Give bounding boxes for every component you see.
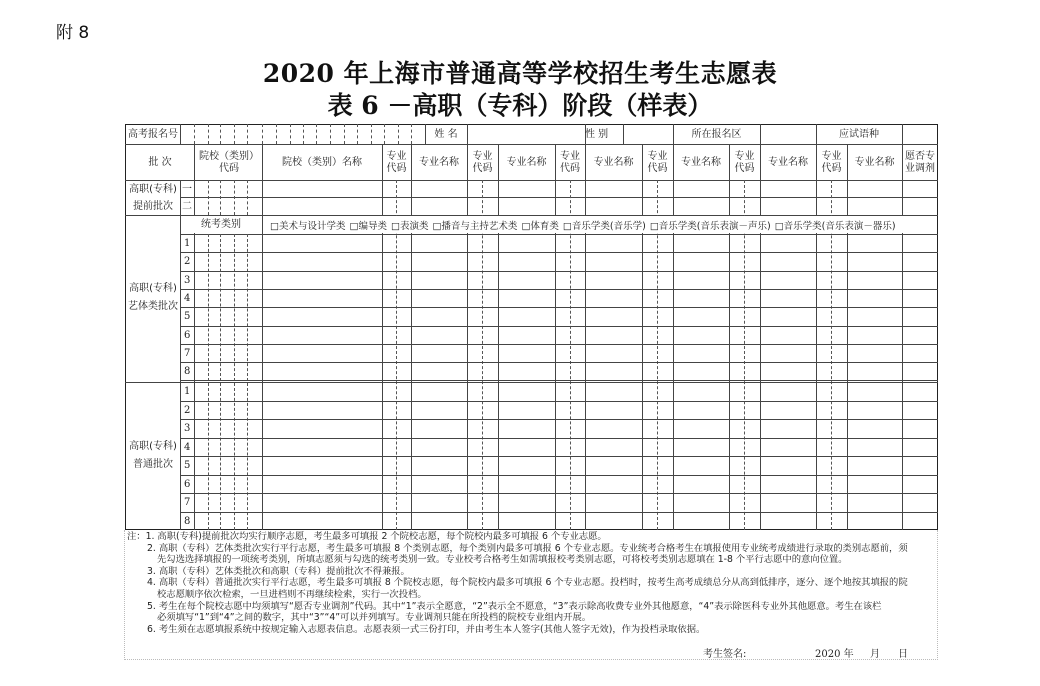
district-label: 所在报名区 xyxy=(691,128,742,140)
grid-line xyxy=(585,144,586,530)
grid-line xyxy=(382,144,383,530)
note-line: 3. 高职（专科）艺体类批次和高职（专科）提前批次不得兼报。 xyxy=(147,565,410,577)
grid-line xyxy=(247,180,248,215)
category-checkbox[interactable]: □音乐学类(音乐表演－声乐) xyxy=(649,221,771,232)
regular-row-index: 6 xyxy=(184,478,191,490)
arts-row-index: 4 xyxy=(184,292,191,304)
major-code-header: 专业代码 xyxy=(560,150,580,174)
grid-line xyxy=(276,124,277,144)
major-name-header: 专业名称 xyxy=(681,156,721,168)
early-batch-label-2: 提前批次 xyxy=(133,200,173,212)
form-title: 2020 年上海市普通高等学校招生考生志愿表 xyxy=(262,59,778,88)
signature-month: 月 xyxy=(870,649,880,660)
grid-line xyxy=(180,362,938,363)
grid-line xyxy=(220,180,221,215)
gender-label: 性 别 xyxy=(585,128,609,140)
grid-line xyxy=(760,144,761,530)
grid-line xyxy=(902,144,903,530)
major-code-header: 专业代码 xyxy=(386,150,407,174)
name-field[interactable] xyxy=(467,125,585,144)
grid-line xyxy=(208,180,209,215)
grid-line xyxy=(234,124,235,144)
regular-batch-label-1: 高职(专科) xyxy=(129,441,177,452)
signature-label: 考生签名: xyxy=(703,649,747,660)
major-name-header: 专业名称 xyxy=(419,156,459,168)
grid-line xyxy=(642,144,643,530)
note-line: 先勾选选择填报的一项统考类别，所填志愿须与勾选的统考类别一致。专业校考合格考生如需填报校考类别志愿，可将校考类别志愿填在 1-8 个平行志愿中的意向位置。 xyxy=(157,554,848,566)
category-checkbox[interactable]: □美术与设计学类 xyxy=(270,221,346,232)
grid-line xyxy=(673,144,674,530)
early-row-index: 一 xyxy=(182,183,192,195)
note-line: 5. 考生在每个院校志愿中均须填写“愿否专业调剂”代码。其中“1”表示全愿意，“2”表示全不愿意，“3”表示除高收费专业外其他愿意，“4”表示除医科专业外其他愿意。考生在该栏 xyxy=(147,600,882,612)
early-row-index: 二 xyxy=(182,200,192,212)
arts-batch-label-1: 高职(专科) xyxy=(129,283,177,294)
category-label: 统考类别 xyxy=(201,219,241,230)
grid-line xyxy=(180,456,938,457)
grid-line xyxy=(180,475,938,476)
early-batch-label-1: 高职(专科) xyxy=(129,183,177,195)
note-line: 2. 高职（专科）艺体类批次实行平行志愿，考生最多可填报 8 个类别志愿，每个类别内最多可填报 6 个专业志愿。专业统考合格考生在填报使用专业统考成绩进行录取的类别志愿前，须 xyxy=(147,542,908,554)
grid-line xyxy=(262,124,263,144)
grid-line xyxy=(125,382,938,383)
grid-line xyxy=(729,144,730,530)
arts-row-index: 3 xyxy=(184,274,191,286)
category-checkboxes xyxy=(270,216,896,234)
school-name-header: 院校（类别）名称 xyxy=(282,156,362,168)
major-code-header: 专业代码 xyxy=(734,150,755,174)
reg-no-label: 高考报名号 xyxy=(128,128,178,140)
regular-row-index: 4 xyxy=(184,441,191,453)
grid-line xyxy=(555,144,556,530)
grid-line xyxy=(220,124,221,144)
annex-label: 附 8 xyxy=(56,23,90,43)
district-field[interactable] xyxy=(760,125,816,144)
grid-line xyxy=(180,252,938,253)
regular-row-index: 8 xyxy=(184,515,191,527)
regular-row-index: 7 xyxy=(184,497,191,508)
grid-line xyxy=(180,124,181,144)
batch-header: 批 次 xyxy=(148,156,172,168)
grid-line xyxy=(344,124,345,144)
grid-line xyxy=(316,124,317,144)
signature-year: 2020 年 xyxy=(815,649,854,660)
category-checkbox[interactable]: □音乐学类(音乐表演－器乐) xyxy=(774,221,896,232)
grid-line xyxy=(180,438,938,439)
arts-row-index: 6 xyxy=(184,329,191,341)
signature-day: 日 xyxy=(898,649,908,660)
grid-line xyxy=(234,180,235,215)
regular-row-index: 3 xyxy=(184,423,191,434)
grid-line xyxy=(180,419,938,420)
grid-line xyxy=(180,512,938,513)
grid-line xyxy=(357,124,358,144)
language-label: 应试语种 xyxy=(839,128,879,140)
major-code-header: 专业代码 xyxy=(472,150,493,174)
grid-line xyxy=(330,124,331,144)
name-label: 姓 名 xyxy=(434,128,458,140)
note-line: 4. 高职（专科）普通批次实行平行志愿，考生最多可填报 8 个院校志愿，每个院校内最多可填报 6 个专业志愿。投档时，按考生高考成绩总分从高到低排序，逐分、逐个地按其填报的院 xyxy=(147,577,908,589)
note-line: 校志愿顺序依次检索，一旦进档则不再继续检索，实行一次投档。 xyxy=(157,588,427,600)
grid-line xyxy=(262,144,263,530)
grid-line xyxy=(180,234,938,235)
arts-batch-label-2: 艺体类批次 xyxy=(128,301,178,312)
category-checkbox[interactable]: □表演类 xyxy=(390,221,429,232)
arts-row-index: 7 xyxy=(184,347,191,359)
category-checkbox[interactable]: □体育类 xyxy=(521,221,559,232)
major-name-header: 专业名称 xyxy=(506,156,547,168)
regular-row-index: 2 xyxy=(184,404,191,416)
grid-line xyxy=(247,124,248,144)
major-name-header: 专业名称 xyxy=(854,156,895,168)
signature-field[interactable] xyxy=(760,645,816,658)
grid-line xyxy=(208,124,209,144)
gender-field[interactable] xyxy=(623,125,673,144)
arts-row-index: 2 xyxy=(184,256,191,268)
notes-prefix: 注： xyxy=(127,531,146,542)
major-name-header: 专业名称 xyxy=(593,156,634,168)
grid-line xyxy=(180,307,938,308)
grid-line xyxy=(411,124,412,144)
school-code-header: 院校（类别）代码 xyxy=(199,150,259,174)
note-line: 必须填写“1”到“4”之间的数字，其中“3”“4”可以并列填写。专业调剂只能在所投档的院校专业组内开展。 xyxy=(157,612,592,624)
arts-row-index: 1 xyxy=(184,238,191,249)
grid-line xyxy=(194,144,195,530)
note-line: 6. 考生须在志愿填报系统中按规定输入志愿表信息。志愿表须一式三份打印，并由考生本人签字(其他人签字无效)，作为投档录取依据。 xyxy=(147,623,706,635)
grid-line xyxy=(180,326,938,327)
note-line: 1. 高职(专科)提前批次均实行顺序志愿，考生最多可填报 2 个院校志愿，每个院校内最多可填报 6 个专业志愿。 xyxy=(145,531,607,542)
major-code-header: 专业代码 xyxy=(821,150,842,174)
category-checkbox[interactable]: □编导类 xyxy=(349,221,387,232)
grid-line xyxy=(847,144,848,530)
grid-line xyxy=(194,124,195,144)
grid-line xyxy=(180,401,938,402)
grid-line xyxy=(180,197,938,198)
grid-line xyxy=(180,271,938,272)
regular-batch-label-2: 普通批次 xyxy=(133,459,173,470)
grid-line xyxy=(467,144,468,530)
grid-line xyxy=(180,344,938,345)
major-code-header: 专业代码 xyxy=(647,150,668,174)
arts-row-index: 8 xyxy=(184,366,191,378)
category-checkbox[interactable]: □播音与主持艺术类 xyxy=(432,221,518,232)
major-name-header: 专业名称 xyxy=(768,156,808,168)
language-field[interactable] xyxy=(902,125,937,144)
adjust-header: 愿否专业调剂 xyxy=(905,150,935,174)
grid-line xyxy=(180,493,938,494)
regular-row-index: 1 xyxy=(184,386,191,397)
grid-line xyxy=(411,144,412,530)
arts-row-index: 5 xyxy=(184,311,191,323)
grid-line xyxy=(371,124,372,144)
grid-line xyxy=(290,124,291,144)
grid-line xyxy=(384,124,385,144)
regular-row-index: 5 xyxy=(184,460,191,471)
grid-line xyxy=(303,124,304,144)
grid-line xyxy=(816,144,817,530)
notes-section xyxy=(125,531,938,635)
category-checkbox[interactable]: □音乐学类(音乐学) xyxy=(562,221,646,232)
grid-line xyxy=(180,380,938,381)
grid-line xyxy=(180,215,181,530)
form-subtitle: 表 6 －高职（专科）阶段（样表） xyxy=(327,91,713,120)
grid-line xyxy=(180,289,938,290)
grid-line xyxy=(498,144,499,530)
grid-line xyxy=(398,124,399,144)
